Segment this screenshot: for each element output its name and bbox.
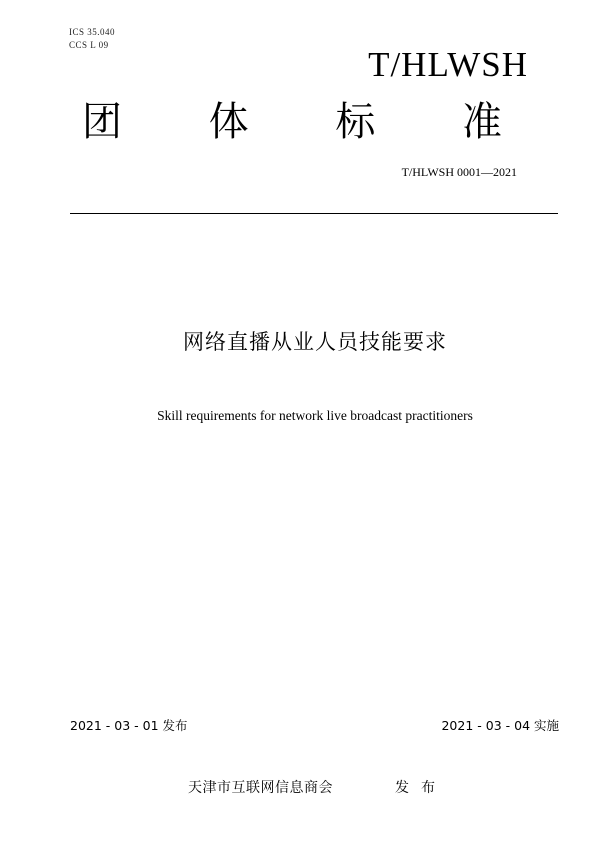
publish-date: 2021 - 03 - 01 发布 [70, 718, 188, 733]
standard-number: T/HLWSH 0001—2021 [401, 165, 517, 179]
standard-type-char: 团 [82, 99, 122, 145]
publish-label [395, 777, 435, 797]
standard-type-char: 体 [208, 99, 249, 145]
document-title-english: Skill requirements for network live broadcast practitioners [157, 408, 473, 423]
header-divider [70, 213, 558, 214]
publish-label-char: 布 [421, 780, 435, 796]
organization-code: T/HLWSH [368, 45, 528, 84]
ccs-code: CCS L 09 [69, 40, 109, 50]
implementation-date: 2021 - 03 - 04 实施 [441, 718, 559, 733]
standard-type-char: 准 [461, 99, 502, 145]
standard-type-heading [82, 96, 502, 148]
publisher-name: 天津市互联网信息商会 [188, 780, 333, 796]
standard-type-char: 标 [335, 99, 376, 145]
ics-code: ICS 35.040 [69, 27, 116, 37]
publish-label-char: 发 [395, 780, 409, 796]
document-title-chinese: 网络直播从业人员技能要求 [183, 330, 447, 354]
